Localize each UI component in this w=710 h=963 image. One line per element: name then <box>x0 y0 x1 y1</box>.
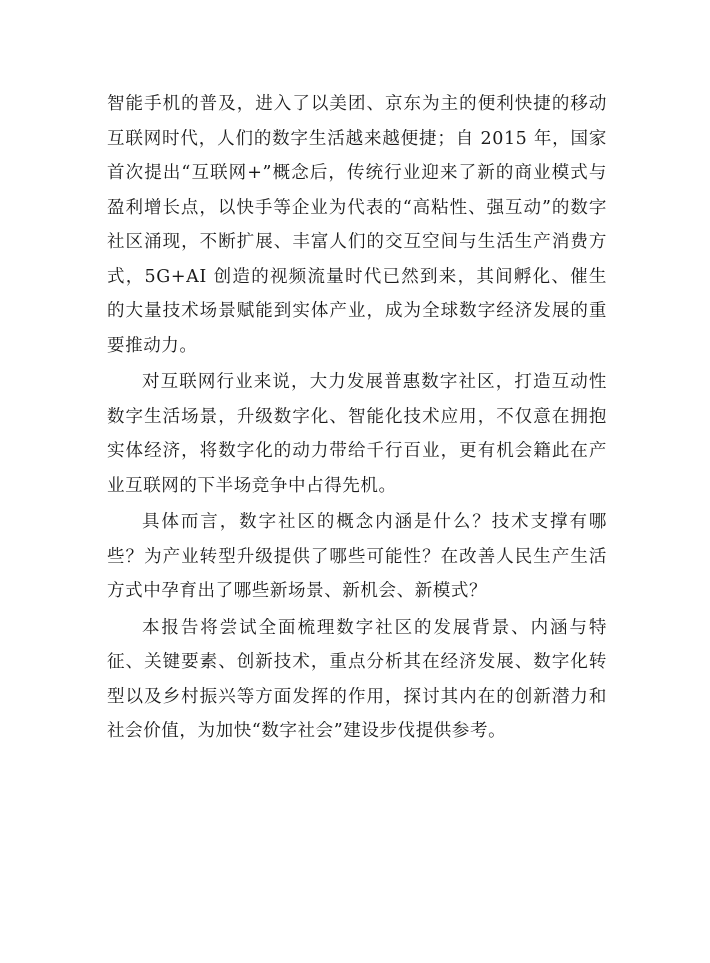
paragraph-2: 对互联网行业来说，大力发展普惠数字社区，打造互动性数字生活场景，升级数字化、智能化技术应用，不仅意在拥抱实体经济，将数字化的动力带给千行百业，更有机会籍此在产业互联网的下半场竞争中占得先机。 <box>107 372 607 496</box>
document-body <box>107 87 607 749</box>
paragraph-4: 本报告将尝试全面梳理数字社区的发展背景、内涵与特征、关键要素、创新技术，重点分析其在经济发展、数字化转型以及乡村振兴等方面发挥的作用，探讨其内在的创新潜力和社会价值，为加快“数字社会”建设步伐提供参考。 <box>107 617 607 741</box>
paragraph-3: 具体而言，数字社区的概念内涵是什么？技术支撑有哪些？为产业转型升级提供了哪些可能性？在改善人民生产生活方式中孕育出了哪些新场景、新机会、新模式？ <box>107 512 607 601</box>
paragraph-1: 智能手机的普及，进入了以美团、京东为主的便利快捷的移动互联网时代，人们的数字生活越来越便捷；自 2015 年，国家首次提出“互联网+”概念后，传统行业迎来了新的商业模式与盈利增长点，以快手等企业为代表的“高粘性、强互动”的数字社区涌现，不断扩展、丰富人们的交互空间与生活生产消费方式，5G+AI 创造的视频流量时代已然到来，其间孵化、催生的大量技术场景赋能到实体产业，成为全球数字经济发展的重要推动力。 <box>107 94 607 356</box>
